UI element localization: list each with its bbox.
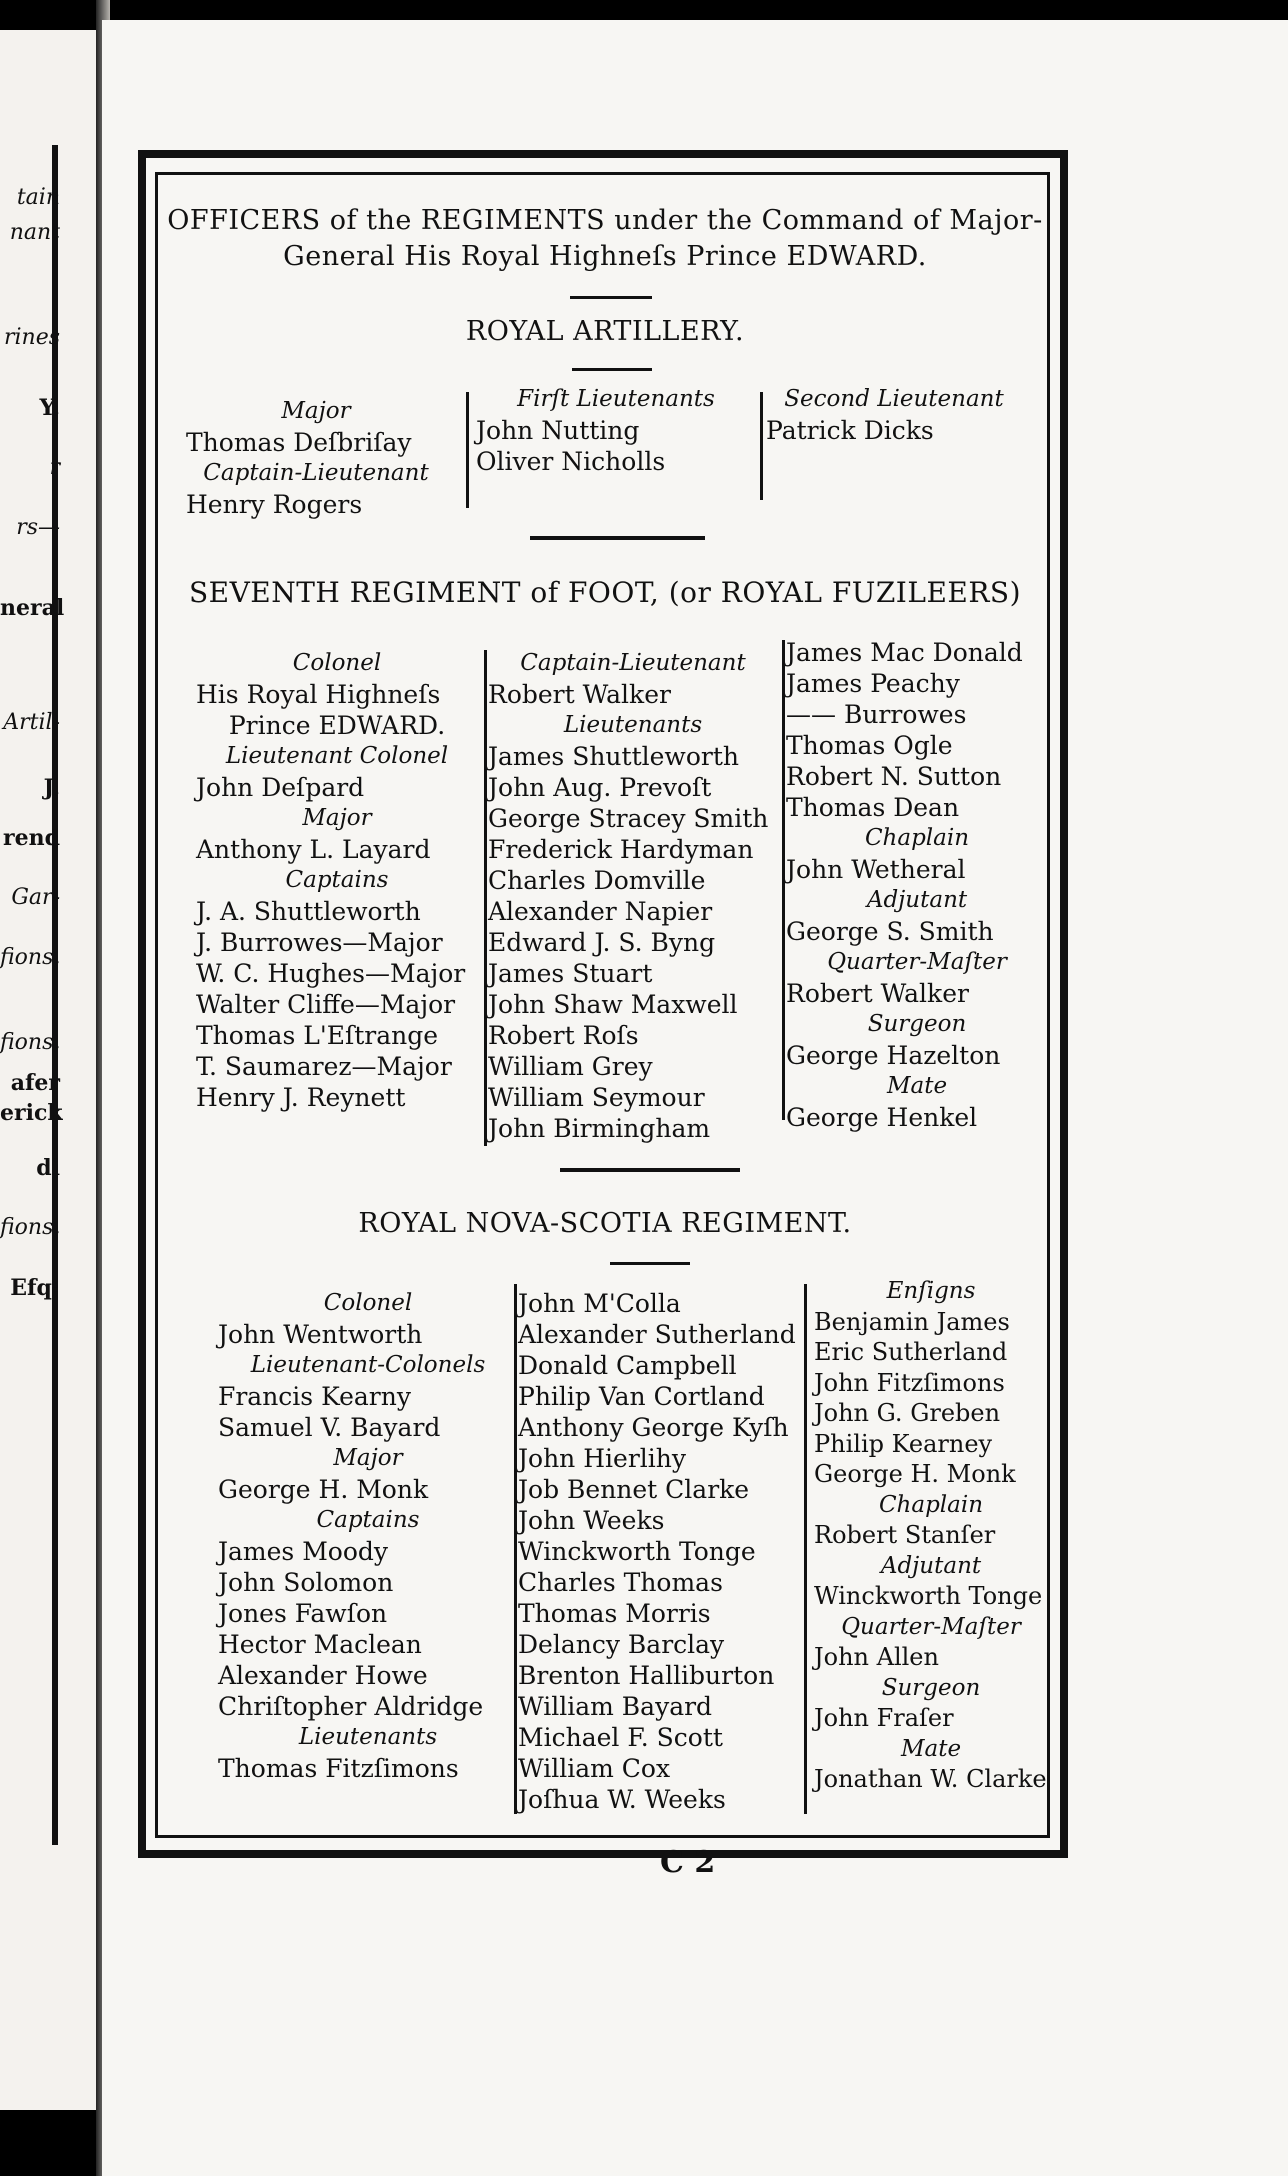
officer-name: Anthony L. Layard	[196, 835, 431, 864]
rank-heading: Surgeon	[867, 1011, 967, 1037]
previous-page-fragment: di	[36, 1155, 60, 1181]
officer-name: George Henkel	[786, 1103, 978, 1132]
rank-heading: Major	[281, 398, 351, 424]
officer-name: Thomas L'Eſtrange	[196, 1021, 438, 1050]
officer-name: Thomas Ogle	[786, 731, 953, 760]
novascotia-title-rule	[610, 1262, 690, 1265]
officer-name: James Shuttleworth	[488, 742, 739, 771]
officer-name: His Royal Highneſs	[196, 680, 441, 709]
officer-name: Donald Campbell	[518, 1351, 737, 1380]
officer-name: George Hazelton	[786, 1041, 1001, 1070]
seventh-column-3	[786, 637, 1048, 1133]
officer-name: John Fitzſimons	[814, 1368, 1005, 1397]
rank-heading: Lieutenant Colonel	[225, 743, 449, 769]
officer-name: Prince EDWARD.	[228, 711, 446, 740]
page-number: C 2	[660, 1845, 716, 1880]
officer-name: Robert Walker	[488, 680, 671, 709]
officer-name: John Deſpard	[196, 773, 365, 802]
officer-name: Jonathan W. Clarke	[814, 1765, 1047, 1793]
previous-page-fragment: fions,	[0, 1215, 61, 1240]
previous-page-edge	[0, 30, 101, 2110]
officer-name: George H. Monk	[814, 1460, 1016, 1488]
artillery-separator-1	[466, 392, 469, 508]
officer-name: Alexander Howe	[218, 1661, 428, 1690]
rank-heading: Second Lieutenant	[784, 386, 1004, 412]
rank-heading: Mate	[900, 1735, 962, 1762]
officer-name: William Bayard	[518, 1692, 713, 1721]
officer-name: John Hierlihy	[518, 1444, 686, 1473]
officer-name: John Wetheral	[786, 855, 966, 884]
seventh-separator-1	[484, 650, 487, 1146]
officer-name: T. Saumarez—Major	[196, 1052, 452, 1081]
officer-name: Charles Thomas	[518, 1568, 723, 1597]
officer-name: John Allen	[814, 1643, 939, 1671]
officer-name: Delancy Barclay	[518, 1630, 725, 1659]
officer-name: Robert N. Sutton	[786, 762, 1002, 791]
officer-name: W. C. Hughes—Major	[196, 959, 466, 988]
officer-name: Alexander Sutherland	[518, 1320, 796, 1349]
rank-heading: Captains	[316, 1507, 420, 1533]
officer-name: Thomas Morris	[518, 1599, 711, 1628]
previous-page-fragment: rines	[3, 325, 60, 350]
officer-name: Patrick Dicks	[766, 416, 934, 445]
previous-page-fragment: Efq;	[10, 1275, 60, 1301]
artillery-column-2	[476, 384, 756, 477]
rank-heading: Lieutenant-Colonels	[250, 1352, 486, 1378]
rank-heading: Captain-Lieutenant	[203, 460, 429, 486]
rank-heading: Captain-Lieutenant	[520, 650, 746, 676]
officer-name: Charles Domville	[488, 866, 706, 895]
rank-heading: Adjutant	[880, 1552, 982, 1579]
officer-name: Henry J. Reynett	[196, 1083, 406, 1112]
seventh-column-1	[196, 648, 478, 1113]
previous-page-fragment: nant	[9, 220, 60, 245]
novascotia-column-3	[814, 1276, 1048, 1795]
officer-name: Oliver Nicholls	[476, 447, 666, 476]
rank-heading: Quarter-Maſter	[827, 949, 1007, 975]
previous-page-fragment: Artil-	[3, 710, 60, 735]
officer-name: Henry Rogers	[186, 490, 363, 519]
header-line-1: OFFICERS of the REGIMENTS under the Command of Major-	[167, 205, 1043, 236]
officer-name: Benjamin James	[814, 1307, 1010, 1336]
officer-name: George H. Monk	[218, 1475, 429, 1504]
artillery-column-1	[186, 396, 446, 520]
artillery-column-3	[766, 384, 1022, 446]
officer-name: Job Bennet Clarke	[518, 1475, 750, 1504]
officer-name: John Aug. Prevoſt	[488, 773, 712, 802]
officer-name: Hector Maclean	[218, 1630, 422, 1659]
officer-name: James Stuart	[488, 959, 653, 988]
rank-heading: Colonel	[292, 650, 382, 676]
officer-name: Robert Roſs	[488, 1021, 639, 1050]
previous-page-fragment: fions,	[0, 1030, 61, 1055]
officer-name: Joſhua W. Weeks	[518, 1785, 726, 1814]
novascotia-separator-1	[514, 1284, 517, 1814]
rank-heading: Lieutenants	[563, 712, 703, 738]
officer-name: John Wentworth	[218, 1320, 423, 1349]
officer-name: Philip Kearney	[814, 1429, 993, 1458]
officer-name: John Shaw Maxwell	[488, 990, 738, 1019]
seventh-separator-2	[782, 640, 785, 1120]
officer-name: Samuel V. Bayard	[218, 1413, 441, 1442]
previous-page-fragment: Y.	[39, 395, 60, 421]
officer-name: —— Burrowes	[786, 700, 967, 729]
previous-page-fragment: J.	[43, 775, 60, 801]
officer-name: John Birmingham	[488, 1114, 711, 1143]
officer-name: John Nutting	[476, 416, 640, 445]
rank-heading: Major	[333, 1445, 403, 1471]
officer-name: J. A. Shuttleworth	[196, 897, 421, 926]
officer-name: Winckworth Tonge	[814, 1582, 1043, 1610]
officer-name: William Cox	[518, 1754, 671, 1783]
previous-page-fragment: fions,	[0, 945, 61, 970]
officer-name: James Moody	[218, 1537, 389, 1566]
rank-heading: Captains	[285, 867, 389, 893]
officer-name: John M'Colla	[518, 1289, 681, 1318]
officer-name: Walter Cliffe—Major	[196, 990, 456, 1019]
rank-heading: Colonel	[323, 1290, 413, 1316]
officer-name: Thomas Dean	[786, 793, 960, 822]
previous-page-fragment: afer	[10, 1070, 60, 1096]
novascotia-column-1	[218, 1288, 518, 1784]
officer-name: Winckworth Tonge	[518, 1537, 756, 1566]
rank-heading: Major	[302, 805, 372, 831]
rank-heading: Firſt Lieutenants	[517, 386, 715, 412]
novascotia-column-2	[518, 1288, 808, 1815]
previous-page-fragment: Gar-	[11, 885, 60, 910]
officer-name: Eric Sutherland	[814, 1338, 1008, 1366]
officer-name: Anthony George Kyſh	[518, 1413, 789, 1442]
officer-name: William Grey	[488, 1052, 653, 1081]
officer-name: George S. Smith	[786, 917, 994, 946]
officer-name: John G. Greben	[814, 1399, 1001, 1427]
officer-name: J. Burrowes—Major	[196, 928, 443, 957]
artillery-separator-2	[760, 392, 763, 500]
previous-page-fragment: r	[49, 455, 60, 480]
officer-name: John Fraſer	[814, 1704, 954, 1732]
previous-page-fragment: erick	[0, 1100, 63, 1126]
officer-name: Brenton Halliburton	[518, 1661, 775, 1690]
previous-page-fragment: rs—	[16, 515, 60, 540]
officer-name: William Seymour	[488, 1083, 705, 1112]
officer-name: Edward J. S. Byng	[488, 928, 716, 957]
officer-name: Frederick Hardyman	[488, 835, 754, 864]
novascotia-title: ROYAL NOVA-SCOTIA REGIMENT.	[358, 1208, 852, 1239]
officer-name: Francis Kearny	[218, 1382, 411, 1411]
previous-page-fragment: rend	[3, 825, 60, 851]
artillery-title: ROYAL ARTILLERY.	[465, 316, 745, 347]
rank-heading: Mate	[886, 1073, 948, 1099]
officer-name: Alexander Napier	[488, 897, 713, 926]
officer-name: Chriſtopher Aldridge	[218, 1692, 484, 1721]
rank-heading: Enſigns	[886, 1278, 976, 1304]
rank-heading: Lieutenants	[298, 1724, 438, 1750]
seventh-title: SEVENTH REGIMENT of FOOT, (or ROYAL FUZILEERS)	[188, 576, 1022, 609]
rank-heading: Surgeon	[881, 1674, 981, 1701]
rank-heading: Adjutant	[866, 887, 968, 913]
officer-name: James Mac Donald	[786, 638, 1023, 667]
officer-name: James Peachy	[786, 669, 960, 698]
previous-page-fragment: tain	[16, 185, 60, 210]
artillery-section-rule	[530, 536, 705, 540]
seventh-column-2	[488, 648, 778, 1144]
officer-name: John Weeks	[518, 1506, 665, 1535]
officer-name: Michael F. Scott	[518, 1723, 723, 1752]
officer-name: Thomas Deſbriſay	[186, 428, 412, 457]
officer-name: Robert Stanſer	[814, 1521, 996, 1549]
artillery-title-rule	[572, 368, 652, 371]
officer-name: John Solomon	[218, 1568, 394, 1597]
officer-name: Philip Van Cortland	[518, 1382, 765, 1411]
officer-name: Jones Fawſon	[218, 1599, 388, 1628]
rank-heading: Chaplain	[864, 825, 970, 851]
officer-name: Robert Walker	[786, 979, 969, 1008]
officer-name: George Stracey Smith	[488, 804, 769, 833]
rank-heading: Chaplain	[878, 1491, 984, 1518]
previous-page-fragment: neral	[0, 595, 65, 621]
header-rule	[570, 296, 652, 299]
rank-heading: Quarter-Maſter	[841, 1613, 1021, 1640]
seventh-section-rule	[560, 1168, 740, 1172]
novascotia-separator-2	[804, 1284, 807, 1814]
officer-name: Thomas Fitzſimons	[218, 1754, 459, 1783]
header-line-2: General His Royal Highneſs Prince EDWARD.	[283, 241, 927, 272]
